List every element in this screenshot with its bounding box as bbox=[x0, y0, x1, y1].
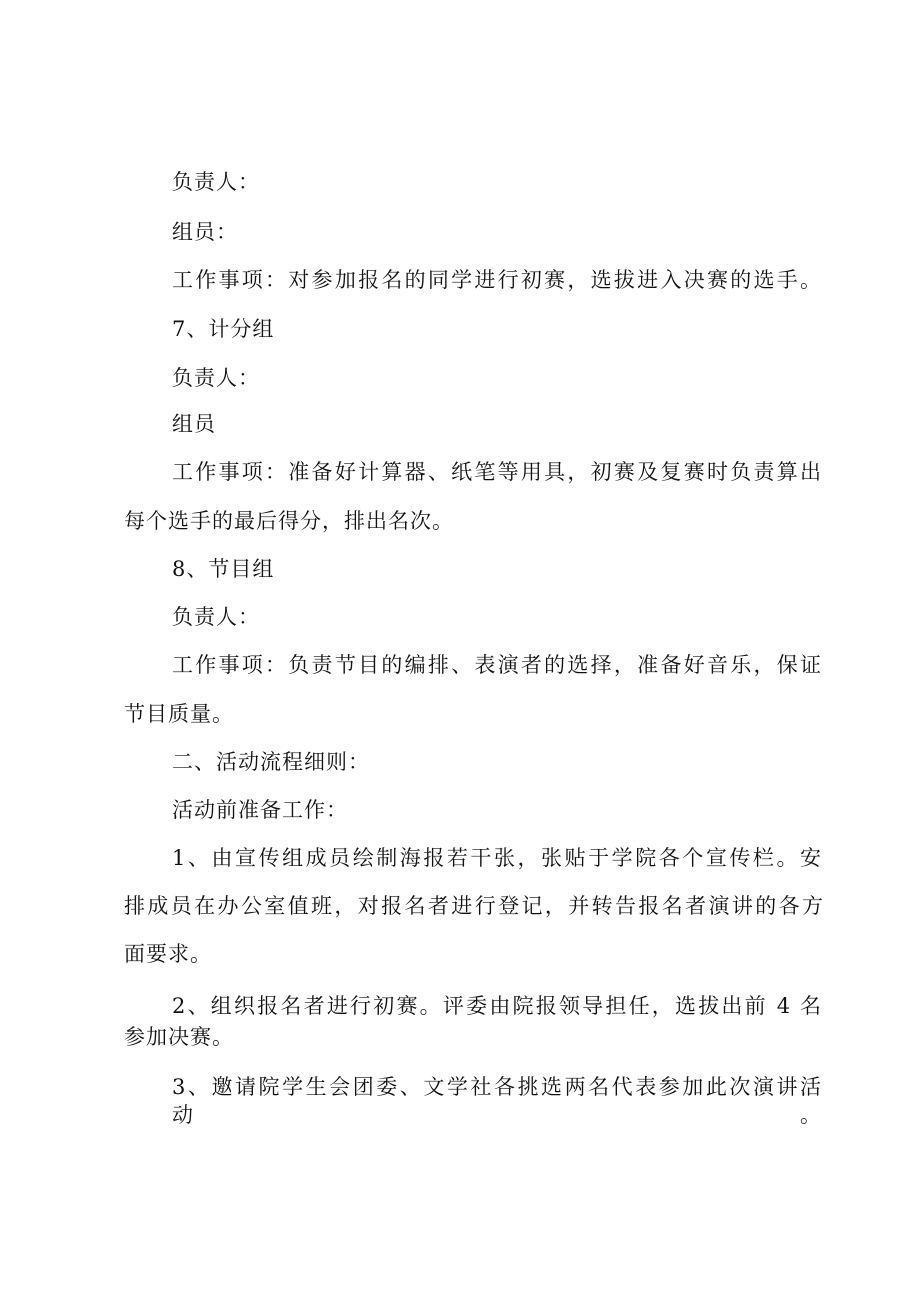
paragraph-line: 排成员在办公室值班，对报名者进行登记，并转告报名者演讲的各方 bbox=[124, 894, 824, 918]
paragraph-line: 组员 bbox=[172, 412, 216, 436]
paragraph-line: 负责人： bbox=[172, 605, 260, 629]
paragraph-line: 每个选手的最后得分，排出名次。 bbox=[124, 509, 454, 533]
paragraph-line: 1、由宣传组成员绘制海报若干张，张贴于学院各个宣传栏。安 bbox=[172, 846, 822, 870]
section-heading: 8、节目组 bbox=[172, 557, 275, 581]
paragraph-line: 工作事项：负责节目的编排、表演者的选择，准备好音乐，保证 bbox=[172, 653, 822, 677]
paragraph-line: 组员： bbox=[172, 220, 238, 244]
paragraph-line: 工作事项：对参加报名的同学进行初赛，选拔进入决赛的选手。 bbox=[172, 268, 822, 292]
paragraph-line: 负责人： bbox=[172, 170, 260, 194]
section-heading: 7、计分组 bbox=[172, 317, 275, 341]
paragraph-line: 负责人： bbox=[172, 366, 260, 390]
paragraph-line: 3、邀请院学生会团委、文学社各挑选两名代表参加此次演讲活动。 bbox=[172, 1075, 822, 1127]
paragraph-line: 2、组织报名者进行初赛。评委由院报领导担任，选拔出前 4 名 bbox=[172, 994, 822, 1018]
paragraph-line: 活动前准备工作： bbox=[172, 798, 348, 822]
paragraph-line: 工作事项：准备好计算器、纸笔等用具，初赛及复赛时负责算出 bbox=[172, 460, 822, 484]
paragraph-line: 参加决赛。 bbox=[124, 1025, 234, 1049]
paragraph-line: 面要求。 bbox=[124, 942, 212, 966]
section-heading: 二、活动流程细则： bbox=[172, 750, 370, 774]
paragraph-line: 节目质量。 bbox=[124, 702, 234, 726]
